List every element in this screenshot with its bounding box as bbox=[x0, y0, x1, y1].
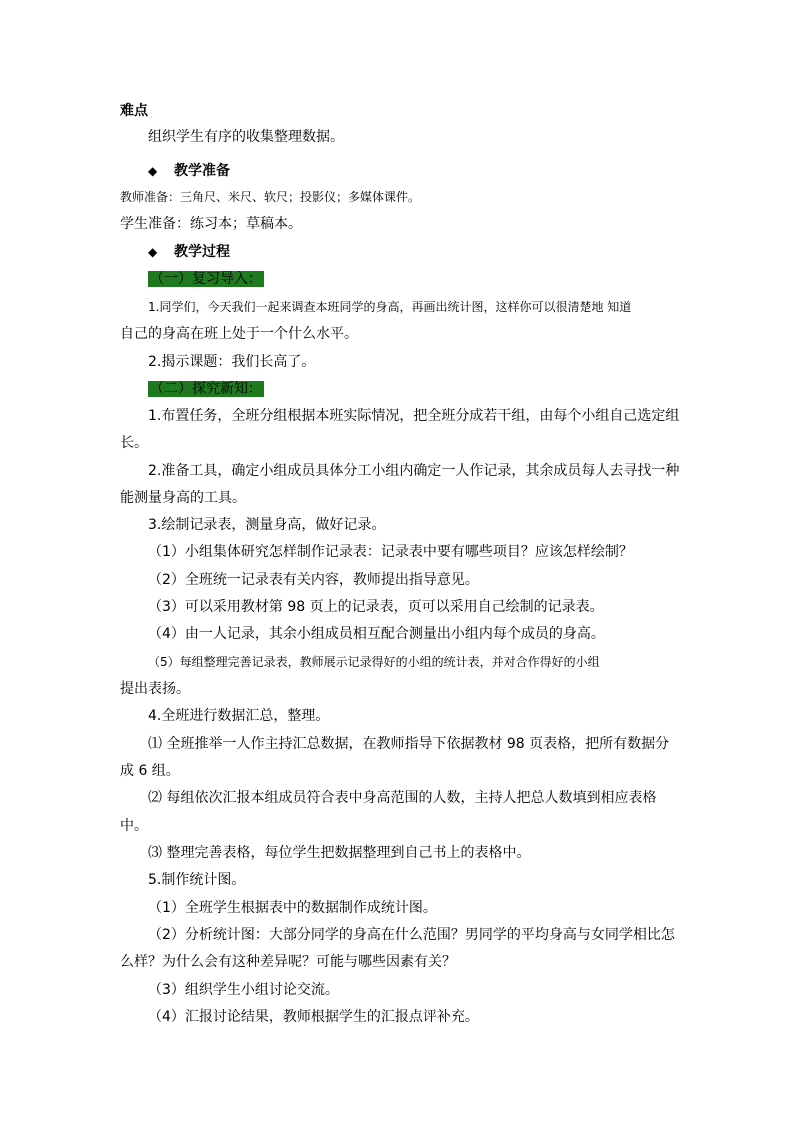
part2-item5-sub3: （3）组织学生小组讨论交流。 bbox=[148, 982, 339, 998]
part2-item1-line2: 长。 bbox=[120, 435, 148, 451]
part2-item3-sub5-line2: 提出表扬。 bbox=[120, 681, 190, 697]
part2-item2-line1: 2.准备工具，确定小组成员具体分工小组内确定一人作记录，其余成员每人去寻找一种 bbox=[148, 463, 680, 479]
part2-item5-sub1: （1）全班学生根据表中的数据制作成统计图。 bbox=[148, 900, 437, 916]
part2-item4-sub2-line1: ⑵ 每组依次汇报本组成员符合表中身高范围的人数，主持人把总人数填到相应表格 bbox=[148, 790, 657, 806]
part1-item2: 2.揭示课题：我们长高了。 bbox=[148, 354, 316, 370]
part2-item3-sub1: （1）小组集体研究怎样制作记录表：记录表中要有哪些项目？应该怎样绘制？ bbox=[148, 544, 633, 560]
part2-item3-sub3: （3）可以采用教材第 98 页上的记录表，页可以采用自己绘制的记录表。 bbox=[148, 599, 604, 615]
process-heading-row bbox=[148, 243, 230, 261]
part2-item2-line2: 能测量身高的工具。 bbox=[120, 490, 246, 506]
part2-item3-sub5-line1: （5）每组整理完善记录表，教师展示记录得好的小组的统计表，并对合作得好的小组 bbox=[148, 655, 600, 669]
part2-item3: 3.绘制记录表，测量身高，做好记录。 bbox=[148, 517, 386, 533]
part2-item5-sub4: （4）汇报讨论结果，教师根据学生的汇报点评补充。 bbox=[148, 1009, 479, 1025]
part1-item1-line2: 自己的身高在班上处于一个什么水平。 bbox=[120, 326, 358, 342]
difficulty-text: 组织学生有序的收集整理数据。 bbox=[148, 129, 344, 145]
part2-label-row bbox=[148, 380, 264, 398]
prep-heading: 教学准备 bbox=[174, 163, 230, 179]
part2-item3-sub2: （2）全班统一记录表有关内容，教师提出指导意见。 bbox=[148, 572, 479, 588]
part1-label: （一）复习导入： bbox=[150, 271, 262, 287]
part2-item4-sub3: ⑶ 整理完善表格，每位学生把数据整理到自己书上的表格中。 bbox=[148, 845, 531, 861]
part2-item5-sub2-line2: 么样？为什么会有这种差异呢？可能与哪些因素有关？ bbox=[120, 954, 456, 970]
part2-item5-sub2-line1: （2）分析统计图：大部分同学的身高在什么范围？男同学的平均身高与女同学相比怎 bbox=[148, 927, 675, 943]
part1-item1-line1: 1.同学们，今天我们一起来调查本班同学的身高，再画出统计图，这样你可以很清楚地 知道 bbox=[148, 300, 632, 314]
part2-item4-sub1-line2: 成 6 组。 bbox=[120, 763, 180, 779]
student-prep: 学生准备：练习本；草稿本。 bbox=[120, 216, 302, 232]
part2-item4-sub1-line1: ⑴ 全班推举一人作主持汇总数据，在教师指导下依据教材 98 页表格，把所有数据分 bbox=[148, 736, 670, 752]
teacher-prep: 教师准备：三角尺、米尺、软尺；投影仪；多媒体课件。 bbox=[120, 190, 421, 204]
part2-item5: 5.制作统计图。 bbox=[148, 872, 246, 888]
part2-item4-sub2-line2: 中。 bbox=[120, 818, 148, 834]
diamond-bullet-icon: ◆ bbox=[148, 164, 158, 178]
part2-item1-line1: 1.布置任务，全班分组根据本班实际情况，把全班分成若干组，由每个小组自己选定组 bbox=[148, 408, 680, 424]
prep-heading-row bbox=[148, 162, 230, 180]
diamond-bullet-icon: ◆ bbox=[148, 245, 158, 259]
part1-label-row bbox=[148, 270, 264, 288]
part2-item4: 4.全班进行数据汇总，整理。 bbox=[148, 708, 330, 724]
process-heading: 教学过程 bbox=[174, 244, 230, 260]
difficulty-heading: 难点 bbox=[120, 103, 148, 119]
part2-item3-sub4: （4）由一人记录，其余小组成员相互配合测量出小组内每个成员的身高。 bbox=[148, 626, 605, 642]
part2-label: （二）探究新知： bbox=[150, 381, 262, 397]
